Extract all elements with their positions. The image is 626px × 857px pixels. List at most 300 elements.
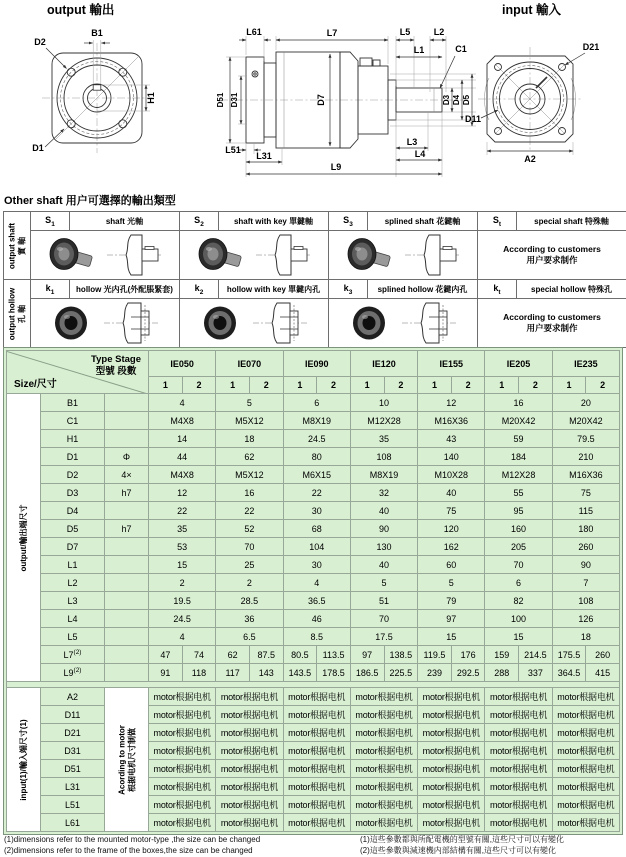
table-row bbox=[7, 724, 620, 742]
spec-value: 118 bbox=[182, 664, 216, 682]
type-code-base: k bbox=[344, 283, 349, 293]
dim-name: D21 bbox=[41, 724, 105, 742]
motor-note bbox=[105, 688, 149, 832]
dim-name-text: L5 bbox=[67, 632, 77, 642]
motor-cell: motor根据电机 bbox=[350, 724, 417, 742]
output-group-text: output/輸出端尺寸 bbox=[19, 504, 29, 571]
table-row bbox=[7, 664, 620, 682]
spec-value: 115 bbox=[552, 502, 619, 520]
spec-value: 10 bbox=[350, 394, 417, 412]
spec-value: 68 bbox=[283, 520, 350, 538]
dim-name-text: H1 bbox=[67, 434, 79, 444]
spec-value: 40 bbox=[350, 556, 417, 574]
type-code-s3 bbox=[329, 212, 368, 231]
table-row bbox=[7, 484, 620, 502]
spec-value: 100 bbox=[485, 610, 552, 628]
spec-value: 52 bbox=[216, 520, 283, 538]
motor-note-text bbox=[117, 725, 136, 795]
motor-cell: motor根据电机 bbox=[418, 814, 485, 832]
dim-d51: D51 bbox=[216, 92, 225, 107]
spec-value: 119.5 bbox=[418, 646, 452, 664]
motor-cell: motor根据电机 bbox=[216, 688, 283, 706]
table-row bbox=[7, 466, 620, 484]
stage-header: 1 bbox=[418, 377, 452, 394]
section-side-label bbox=[4, 280, 31, 348]
custom-note-en: According to customers bbox=[478, 244, 626, 255]
corner-top-en: Type Stage bbox=[91, 354, 141, 366]
spec-value: 15 bbox=[418, 628, 485, 646]
table-row bbox=[4, 231, 626, 280]
output-front-view bbox=[32, 28, 156, 153]
spec-value: 225.5 bbox=[384, 664, 418, 682]
stage-header: 2 bbox=[384, 377, 418, 394]
motor-cell: motor根据电机 bbox=[149, 706, 216, 724]
type-code-s1 bbox=[31, 212, 70, 231]
stage-header: 1 bbox=[350, 377, 384, 394]
input-front-view bbox=[465, 42, 599, 164]
table-row bbox=[7, 412, 620, 430]
spec-value: 4 bbox=[149, 394, 216, 412]
spec-value: 30 bbox=[283, 556, 350, 574]
input-title: input 輸入 bbox=[502, 2, 562, 17]
spec-value: 28.5 bbox=[216, 592, 283, 610]
spec-value: 162 bbox=[418, 538, 485, 556]
part-drawing bbox=[253, 232, 313, 278]
motor-cell: motor根据电机 bbox=[485, 760, 552, 778]
type-code-base: S bbox=[343, 215, 349, 225]
spec-value: 35 bbox=[350, 430, 417, 448]
spec-value: 24.5 bbox=[283, 430, 350, 448]
dim-l51: L51 bbox=[225, 145, 241, 155]
spec-value: 2 bbox=[149, 574, 216, 592]
model-header-ie235: IE235 bbox=[552, 351, 619, 377]
type-images bbox=[329, 299, 478, 348]
dim-qualifier bbox=[105, 646, 149, 664]
stage-header: 2 bbox=[519, 377, 553, 394]
dim-qualifier bbox=[105, 394, 149, 412]
output-group-label bbox=[7, 394, 41, 682]
spec-value: 25 bbox=[216, 556, 283, 574]
dim-qualifier bbox=[105, 664, 149, 682]
motor-cell: motor根据电机 bbox=[283, 742, 350, 760]
dim-name: D11 bbox=[41, 706, 105, 724]
spec-value: 178.5 bbox=[317, 664, 351, 682]
spec-value: 6 bbox=[485, 574, 552, 592]
spec-value: M20X42 bbox=[552, 412, 619, 430]
stage-header: 2 bbox=[451, 377, 485, 394]
dim-l2: L2 bbox=[434, 27, 445, 37]
motor-cell: motor根据电机 bbox=[350, 760, 417, 778]
dim-name: L61 bbox=[41, 814, 105, 832]
spec-value: 138.5 bbox=[384, 646, 418, 664]
motor-cell: motor根据电机 bbox=[149, 778, 216, 796]
input-group-label bbox=[7, 688, 41, 832]
motor-cell: motor根据电机 bbox=[552, 688, 619, 706]
motor-cell: motor根据电机 bbox=[216, 778, 283, 796]
spec-value: 16 bbox=[216, 484, 283, 502]
spec-panel bbox=[3, 347, 623, 835]
dim-name bbox=[41, 592, 105, 610]
type-images bbox=[180, 231, 329, 280]
table-row bbox=[7, 574, 620, 592]
spec-value: 214.5 bbox=[519, 646, 553, 664]
stage-header: 1 bbox=[283, 377, 317, 394]
part-photo bbox=[195, 233, 247, 277]
spec-value: 15 bbox=[149, 556, 216, 574]
part-drawing bbox=[104, 232, 164, 278]
spec-value: M16X36 bbox=[552, 466, 619, 484]
spec-value: 22 bbox=[283, 484, 350, 502]
part-drawing bbox=[101, 300, 161, 346]
spec-value: 70 bbox=[216, 538, 283, 556]
motor-cell: motor根据电机 bbox=[350, 688, 417, 706]
type-code-kt bbox=[478, 280, 517, 299]
table-row bbox=[7, 778, 620, 796]
dim-d21: D21 bbox=[583, 42, 600, 52]
dim-qualifier bbox=[105, 502, 149, 520]
dim-qualifier bbox=[105, 556, 149, 574]
dim-name bbox=[41, 628, 105, 646]
footnote-en-2: (2)dimensions refer to the frame of the boxes,the size can be changed bbox=[4, 846, 360, 857]
part-drawing bbox=[250, 300, 310, 346]
motor-cell: motor根据电机 bbox=[149, 688, 216, 706]
table-row bbox=[7, 502, 620, 520]
spec-value: 70 bbox=[485, 556, 552, 574]
spec-value: 17.5 bbox=[350, 628, 417, 646]
motor-note-zh: 根据电机尺寸制做 bbox=[127, 725, 137, 795]
spec-value: M16X36 bbox=[418, 412, 485, 430]
motor-cell: motor根据电机 bbox=[350, 706, 417, 724]
spec-value: 15 bbox=[485, 628, 552, 646]
spec-value: 82 bbox=[485, 592, 552, 610]
type-name: splined hollow 花鍵内孔 bbox=[368, 280, 478, 299]
stage-header: 2 bbox=[586, 377, 620, 394]
type-code-sub: 1 bbox=[51, 288, 55, 295]
dim-l31: L31 bbox=[256, 151, 272, 161]
motor-cell: motor根据电机 bbox=[418, 742, 485, 760]
table-row bbox=[7, 760, 620, 778]
spec-value: 70 bbox=[350, 610, 417, 628]
motor-cell: motor根据电机 bbox=[552, 778, 619, 796]
motor-cell: motor根据电机 bbox=[216, 742, 283, 760]
spec-value: 117 bbox=[216, 664, 250, 682]
spec-value: M12X28 bbox=[350, 412, 417, 430]
spec-value: 36 bbox=[216, 610, 283, 628]
dim-name-text: L3 bbox=[67, 596, 77, 606]
dim-l3: L3 bbox=[407, 137, 418, 147]
spec-value: M8X19 bbox=[350, 466, 417, 484]
spec-value: 79 bbox=[418, 592, 485, 610]
spec-value: 51 bbox=[350, 592, 417, 610]
motor-cell: motor根据电机 bbox=[216, 814, 283, 832]
motor-cell: motor根据电机 bbox=[149, 796, 216, 814]
dim-d5: D5 bbox=[462, 94, 471, 105]
motor-cell: motor根据电机 bbox=[283, 724, 350, 742]
type-code-base: k bbox=[493, 283, 498, 293]
motor-cell: motor根据电机 bbox=[216, 706, 283, 724]
footnotes bbox=[4, 835, 622, 857]
dim-name-text: D1 bbox=[67, 452, 79, 462]
spec-value: 159 bbox=[485, 646, 519, 664]
dim-qualifier bbox=[105, 610, 149, 628]
spec-value: M10X28 bbox=[418, 466, 485, 484]
table-row bbox=[7, 628, 620, 646]
spec-value: 205 bbox=[485, 538, 552, 556]
spec-value: 53 bbox=[149, 538, 216, 556]
custom-note bbox=[478, 231, 626, 280]
dim-name-text: L1 bbox=[67, 560, 77, 570]
table-row bbox=[7, 520, 620, 538]
dim-name: D31 bbox=[41, 742, 105, 760]
dim-name-text: D4 bbox=[67, 506, 79, 516]
dim-name bbox=[41, 556, 105, 574]
model-header-ie070: IE070 bbox=[216, 351, 283, 377]
motor-cell: motor根据电机 bbox=[552, 760, 619, 778]
spec-value: 46 bbox=[283, 610, 350, 628]
spec-value: 160 bbox=[485, 520, 552, 538]
spec-value: 62 bbox=[216, 448, 283, 466]
table-row bbox=[7, 430, 620, 448]
table-row bbox=[7, 742, 620, 760]
spec-value: 62 bbox=[216, 646, 250, 664]
type-name: shaft with key 單鍵軸 bbox=[219, 212, 329, 231]
motor-cell: motor根据电机 bbox=[149, 760, 216, 778]
motor-cell: motor根据电机 bbox=[350, 814, 417, 832]
motor-cell: motor根据电机 bbox=[552, 814, 619, 832]
dim-name-text: L2 bbox=[67, 578, 77, 588]
spec-value: M4X8 bbox=[149, 412, 216, 430]
dim-l61: L61 bbox=[246, 27, 262, 37]
type-code-s2 bbox=[180, 212, 219, 231]
spec-value: 143 bbox=[249, 664, 283, 682]
dim-name-sup: (2) bbox=[74, 649, 82, 656]
dim-name: L51 bbox=[41, 796, 105, 814]
spec-value: 5 bbox=[418, 574, 485, 592]
model-header-ie205: IE205 bbox=[485, 351, 552, 377]
input-group-text: input(1)/輸入端尺寸(1) bbox=[19, 719, 29, 800]
section-side-label bbox=[4, 212, 31, 280]
type-images bbox=[31, 231, 180, 280]
motor-cell: motor根据电机 bbox=[485, 724, 552, 742]
model-header-ie050: IE050 bbox=[149, 351, 216, 377]
part-drawing bbox=[399, 300, 459, 346]
spec-value: 19.5 bbox=[149, 592, 216, 610]
dim-d4: D4 bbox=[452, 94, 461, 105]
spec-value: 140 bbox=[418, 448, 485, 466]
section-side-text bbox=[7, 222, 26, 268]
dim-name bbox=[41, 538, 105, 556]
dim-name bbox=[41, 412, 105, 430]
table-row bbox=[7, 592, 620, 610]
motor-cell: motor根据电机 bbox=[485, 796, 552, 814]
spec-value: 60 bbox=[418, 556, 485, 574]
corner-top-zh: 型號 段數 bbox=[91, 366, 141, 378]
side-label-en: output shaft bbox=[7, 222, 17, 268]
type-name: splined shaft 花鍵軸 bbox=[368, 212, 478, 231]
spec-value: 7 bbox=[552, 574, 619, 592]
type-code-sub: 2 bbox=[200, 288, 204, 295]
type-code-k3 bbox=[329, 280, 368, 299]
dim-b1: B1 bbox=[91, 28, 103, 38]
motor-cell: motor根据电机 bbox=[552, 706, 619, 724]
table-row bbox=[7, 538, 620, 556]
type-code-sub: 2 bbox=[200, 220, 204, 227]
spec-table bbox=[6, 350, 620, 832]
spec-value: 18 bbox=[552, 628, 619, 646]
dim-name-text: L9 bbox=[64, 668, 74, 678]
footnote-zh-2: (2)這些參數與減速機内部結構有關,這些尺寸可以有變化 bbox=[360, 846, 622, 857]
type-name: hollow 光内孔(外配脹緊套) bbox=[70, 280, 180, 299]
motor-cell: motor根据电机 bbox=[418, 724, 485, 742]
spec-value: 32 bbox=[350, 484, 417, 502]
spec-value: 6.5 bbox=[216, 628, 283, 646]
type-code-sub: 1 bbox=[51, 220, 55, 227]
spec-value: 14 bbox=[149, 430, 216, 448]
dim-l7: L7 bbox=[327, 28, 338, 38]
spec-value: 5 bbox=[216, 394, 283, 412]
dim-qualifier bbox=[105, 574, 149, 592]
type-images bbox=[180, 299, 329, 348]
dim-d11: D11 bbox=[465, 114, 481, 124]
side-label-zh: 孔 軸 bbox=[17, 287, 27, 339]
spec-value: 364.5 bbox=[552, 664, 586, 682]
dim-name-text: L7 bbox=[64, 650, 74, 660]
type-code-k1 bbox=[31, 280, 70, 299]
type-code-sub: t bbox=[498, 288, 500, 295]
drawings-svg bbox=[0, 0, 626, 192]
motor-note-en: Acording to motor bbox=[117, 725, 127, 795]
type-name: special shaft 特殊軸 bbox=[517, 212, 626, 231]
spec-value: 4 bbox=[149, 628, 216, 646]
type-code-sub: 3 bbox=[349, 288, 353, 295]
dim-name-text: D2 bbox=[67, 470, 79, 480]
type-code-k2 bbox=[180, 280, 219, 299]
type-code-st bbox=[478, 212, 517, 231]
motor-cell: motor根据电机 bbox=[216, 760, 283, 778]
spec-value: 2 bbox=[216, 574, 283, 592]
spec-value: 210 bbox=[552, 448, 619, 466]
dim-d3: D3 bbox=[442, 94, 451, 105]
dim-qualifier bbox=[105, 538, 149, 556]
dim-c1: C1 bbox=[455, 44, 467, 54]
table-row bbox=[7, 688, 620, 706]
dim-l1: L1 bbox=[414, 45, 425, 55]
spec-value: 126 bbox=[552, 610, 619, 628]
dim-name bbox=[41, 484, 105, 502]
spec-value: 260 bbox=[586, 646, 620, 664]
footnotes-zh bbox=[360, 835, 622, 857]
model-header-ie090: IE090 bbox=[283, 351, 350, 377]
spec-value: 143.5 bbox=[283, 664, 317, 682]
model-header-ie155: IE155 bbox=[418, 351, 485, 377]
motor-cell: motor根据电机 bbox=[485, 814, 552, 832]
dim-name bbox=[41, 664, 105, 682]
motor-cell: motor根据电机 bbox=[216, 796, 283, 814]
spec-value: 55 bbox=[485, 484, 552, 502]
table-row bbox=[7, 351, 620, 377]
motor-cell: motor根据电机 bbox=[216, 724, 283, 742]
motor-cell: motor根据电机 bbox=[283, 760, 350, 778]
custom-note bbox=[478, 299, 626, 348]
table-row bbox=[7, 610, 620, 628]
dim-qualifier: 4× bbox=[105, 466, 149, 484]
stage-header: 2 bbox=[182, 377, 216, 394]
part-drawing bbox=[402, 232, 462, 278]
dim-name bbox=[41, 448, 105, 466]
side-label-en: output hollow bbox=[7, 287, 17, 339]
motor-cell: motor根据电机 bbox=[485, 778, 552, 796]
dim-a2: A2 bbox=[524, 154, 536, 164]
dim-name-text: L4 bbox=[67, 614, 77, 624]
dim-qualifier: h7 bbox=[105, 520, 149, 538]
type-code-sub: 3 bbox=[349, 220, 353, 227]
type-code-base: k bbox=[195, 283, 200, 293]
motor-cell: motor根据电机 bbox=[149, 814, 216, 832]
stage-header: 2 bbox=[249, 377, 283, 394]
spec-value: 18 bbox=[216, 430, 283, 448]
spec-value: M4X8 bbox=[149, 466, 216, 484]
spec-value: 24.5 bbox=[149, 610, 216, 628]
footnote-zh-1: (1)這些參數都與所配電機的型號有關,這些尺寸可以有變化 bbox=[360, 835, 622, 846]
spec-value: M12X28 bbox=[485, 466, 552, 484]
spec-value: 97 bbox=[418, 610, 485, 628]
spec-value: M8X19 bbox=[283, 412, 350, 430]
spec-value: 95 bbox=[485, 502, 552, 520]
spec-value: 175.5 bbox=[552, 646, 586, 664]
motor-cell: motor根据电机 bbox=[283, 778, 350, 796]
custom-note-zh: 用户要求制作 bbox=[478, 255, 626, 266]
stage-header: 1 bbox=[552, 377, 586, 394]
spec-value: 22 bbox=[216, 502, 283, 520]
table-row bbox=[7, 394, 620, 412]
stage-header: 1 bbox=[216, 377, 250, 394]
output-title: output 輸出 bbox=[47, 2, 114, 17]
spec-value: 80.5 bbox=[283, 646, 317, 664]
spec-value: M6X15 bbox=[283, 466, 350, 484]
spec-value: 75 bbox=[552, 484, 619, 502]
spec-value: 108 bbox=[552, 592, 619, 610]
spec-value: 186.5 bbox=[350, 664, 384, 682]
motor-cell: motor根据电机 bbox=[485, 742, 552, 760]
dim-d31: D31 bbox=[230, 92, 239, 107]
spec-value: 120 bbox=[418, 520, 485, 538]
other-shaft-title: Other shaft 用户可選擇的輸出類型 bbox=[4, 192, 623, 208]
spec-value: 40 bbox=[418, 484, 485, 502]
spec-value: 6 bbox=[283, 394, 350, 412]
spec-value: 5 bbox=[350, 574, 417, 592]
table-row bbox=[7, 448, 620, 466]
model-header-ie120: IE120 bbox=[350, 351, 417, 377]
dim-qualifier: Φ bbox=[105, 448, 149, 466]
type-code-base: S bbox=[45, 215, 51, 225]
spec-value: 22 bbox=[149, 502, 216, 520]
type-images bbox=[31, 299, 180, 348]
dim-name bbox=[41, 646, 105, 664]
dim-name bbox=[41, 430, 105, 448]
motor-cell: motor根据电机 bbox=[149, 724, 216, 742]
motor-cell: motor根据电机 bbox=[350, 796, 417, 814]
other-shaft-table bbox=[3, 211, 626, 348]
spec-value: 337 bbox=[519, 664, 553, 682]
spec-value: 108 bbox=[350, 448, 417, 466]
motor-cell: motor根据电机 bbox=[418, 778, 485, 796]
spec-value: 44 bbox=[149, 448, 216, 466]
motor-cell: motor根据电机 bbox=[552, 796, 619, 814]
type-code-base: k bbox=[46, 283, 51, 293]
motor-cell: motor根据电机 bbox=[283, 814, 350, 832]
dim-qualifier bbox=[105, 412, 149, 430]
motor-cell: motor根据电机 bbox=[552, 742, 619, 760]
